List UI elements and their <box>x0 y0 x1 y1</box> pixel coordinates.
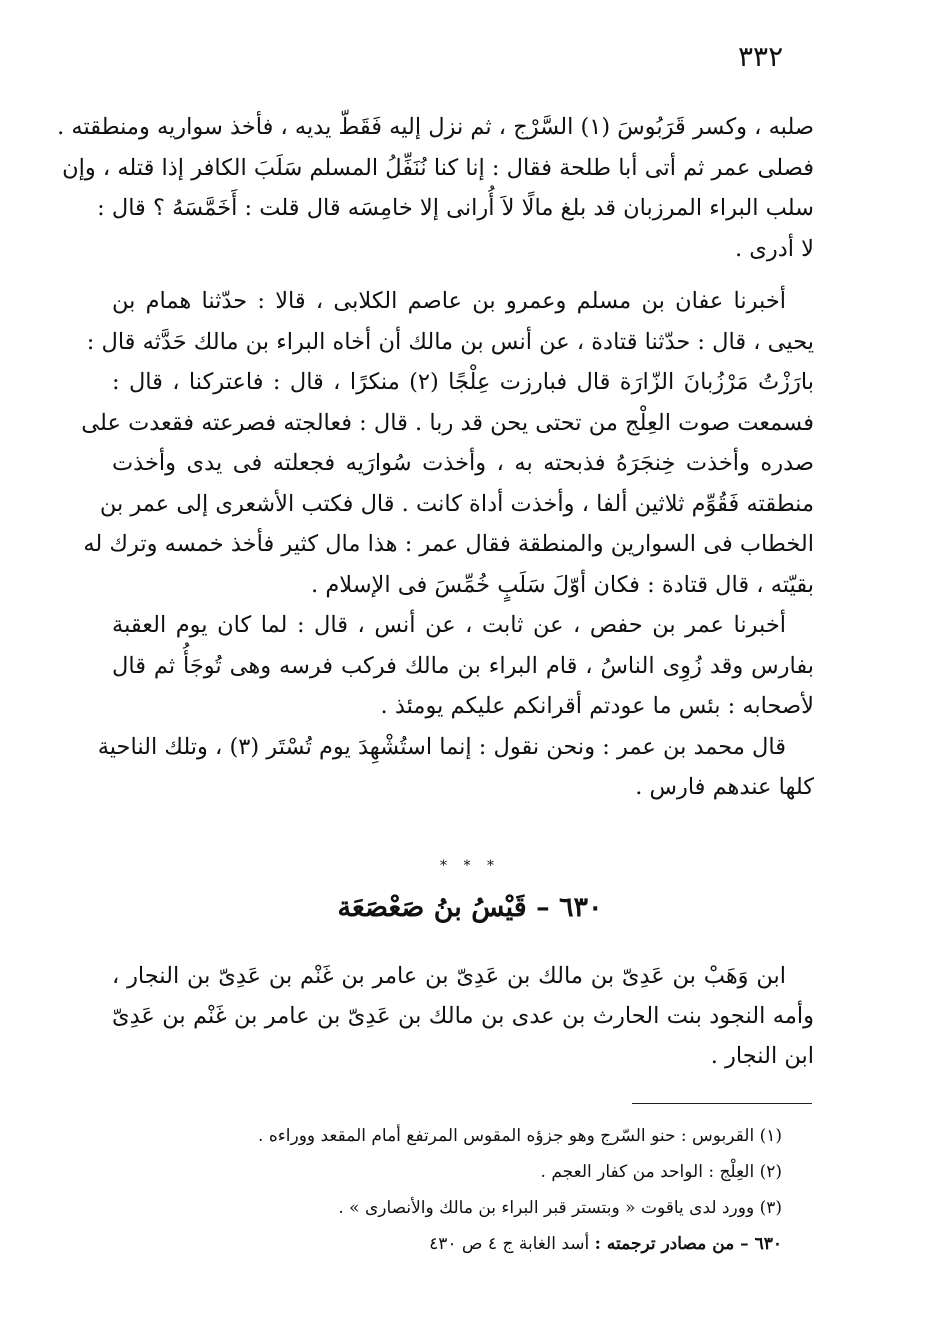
paragraph <box>81 281 814 605</box>
text-line: بفارس وقد زُوِى الناسُ ، قام البراء بن مالك فركب فرسه وهى تُوجَأُ ثم قال <box>112 652 814 679</box>
footnote: (١) القربوس : حنو السّرج وهو جزؤه المقوس المرتفع أمام المقعد ووراءه . <box>258 1126 782 1146</box>
footnote-rule <box>632 1103 812 1104</box>
section-separator: * * * <box>440 858 500 874</box>
text-line: أخبرنا عمر بن حفص ، عن ثابت ، عن أنس ، قال : لما كان يوم العقبة <box>112 612 786 638</box>
entry-heading: ٦٣٠ – قَيْسُ بنُ صَعْصَعَة <box>337 892 603 923</box>
source-note <box>200 1226 782 1262</box>
text-line: صدره وأخذت خِنجَرَهُ فذبحته به ، وأخذت سُوارَيه فجعلته فى يدى وأخذت <box>112 450 814 476</box>
paragraph <box>112 605 814 727</box>
text-line: فسمعت صوت العِلْج من تحتى يحن قد ربا . قال : فعالجته فصرعته فقعدت على <box>81 409 814 436</box>
text-line: منطقته فَقُوِّم ثلاثين ألفا ، وأخذت أداة كانت . قال فكتب الأشعرى إلى عمر بن <box>99 490 814 517</box>
text-line: يحيى ، قال : حدّثنا قتادة ، عن أنس بن مالك أن أخاه البراء بن مالك حَدَّثه قال : <box>86 328 814 355</box>
footnotes <box>200 1118 782 1262</box>
entry-text <box>112 956 814 1076</box>
text-line: صلبه ، وكسر قَرَبُوسَ (١) السَّرْج ، ثم نزل إليه فَقَطّ يديه ، فأخذ سواريه ومنطقته . <box>57 114 814 140</box>
text-line: بارَزْتُ مَرْزُبانَ الزّارَة قال فبارزت عِلْجًا (٢) منكرًا ، قال : فاعتركنا ، قال : <box>112 369 814 395</box>
paragraph <box>97 727 814 808</box>
text-line: بقيّته ، قال قتادة : فكان أوّلَ سَلَبٍ خُمِّسَ فى الإسلام . <box>311 571 814 598</box>
text-line: ابن وَهَبْ بن عَدِىّ بن مالك بن عَدِىّ بن عامر بن غَنْم بن عَدِىّ بن النجار ، <box>112 963 786 989</box>
text-line: سلب البراء المرزبان قد بلغ مالًا لاَ أُرانى إلا خامِسَه قال قلت : أَخَمَّسَهُ ؟ قال : <box>97 195 814 221</box>
paragraph <box>57 107 814 269</box>
text-line: أخبرنا عفان بن مسلم وعمرو بن عاصم الكلابى ، قالا : حدّثنا همام بن <box>112 288 786 314</box>
text-line: لأصحابه : بئس ما عودتم أقرانكم عليكم يومئذ . <box>380 693 814 719</box>
source-note-text: أسد الغابة ج ٤ ص ٤٣٠ <box>429 1234 590 1254</box>
text-line: كلها عندهم فارس . <box>635 774 814 800</box>
main-text <box>57 107 814 808</box>
source-note-label: ٦٣٠ – من مصادر ترجمته : <box>594 1234 782 1254</box>
text-line: لا أدرى . <box>734 235 814 262</box>
text-line: قال محمد بن عمر : ونحن نقول : إنما استُشْهِدَ يوم تُسْتَر (٣) ، وتلك الناحية <box>97 733 786 760</box>
footnote: (٢) العِلْج : الواحد من كفار العجم . <box>540 1162 782 1182</box>
text-line: وأمه النجود بنت الحارث بن عدى بن مالك بن عَدِىّ بن عامر بن غَنْم بن عَدِىّ <box>112 1003 814 1029</box>
text-line: الخطاب فى السوارين والمنطقة فقال عمر : هذا مال كثير فأخذ خمسه وترك له <box>83 531 814 557</box>
footnote: (٣) وورد لدى ياقوت « وبتستر قبر البراء بن مالك والأنصارى » . <box>338 1198 782 1218</box>
text-line: فصلى عمر ثم أتى أبا طلحة فقال : إنا كنا نُنَفِّلُ المسلم سَلَبَ الكافر إذا قتله ، وإن <box>62 154 814 181</box>
page-number: ٣٣٢ <box>738 40 784 73</box>
text-line: ابن النجار . <box>710 1043 814 1069</box>
